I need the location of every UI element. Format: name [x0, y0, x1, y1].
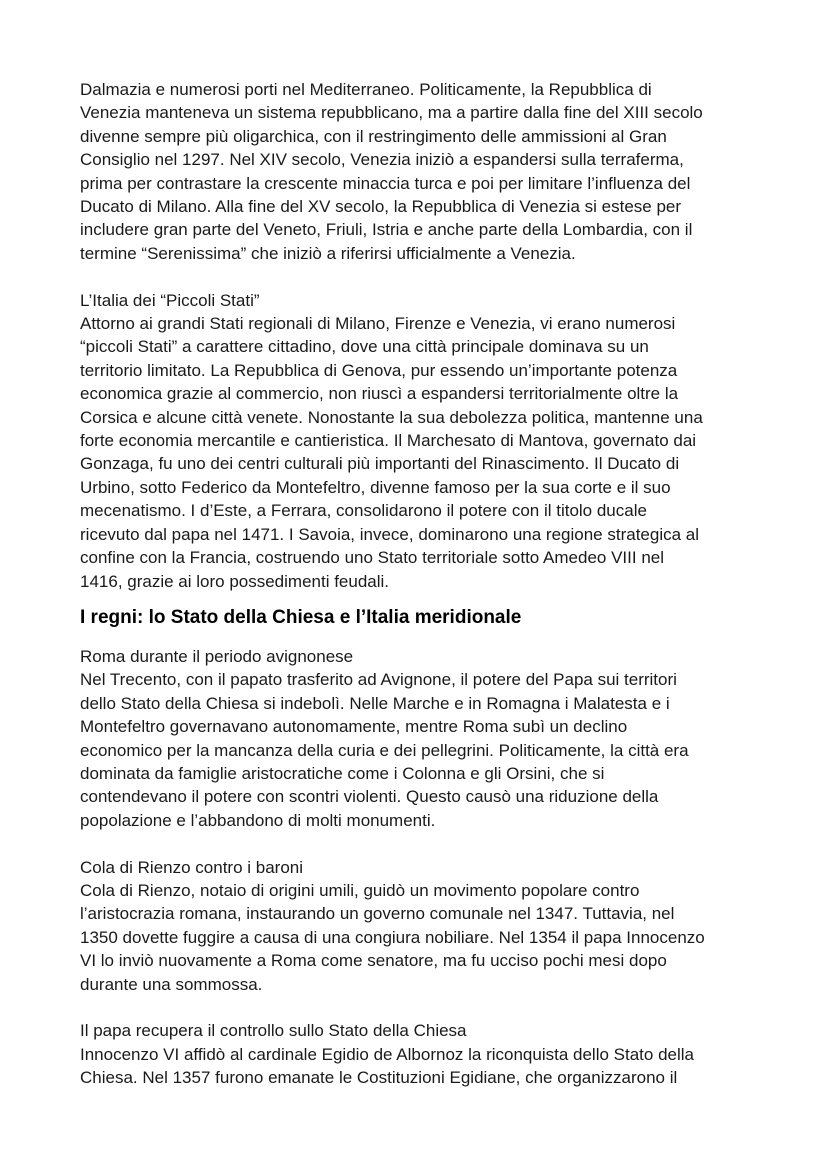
text-line: forte economia mercantile e cantieristica. Il Marchesato di Mantova, governato dai [80, 431, 697, 451]
subsection-title: Cola di Rienzo contro i baroni [80, 857, 304, 877]
text-line: 1350 dovette fuggire a causa di una congiura nobiliare. Nel 1354 il papa Innocenzo [80, 927, 705, 947]
text-line: prima per contrastare la crescente minaccia turca e poi per limitare l’influenza del [80, 173, 691, 193]
text-line: economica grazie al commercio, non riuscì a espandersi territorialmente oltre la [80, 384, 679, 404]
subsection-title: Roma durante il periodo avignonese [80, 646, 354, 666]
text-line: Corsica e alcune città venete. Nonostante la sua debolezza politica, mantenne una [80, 407, 703, 427]
subsection-title: L’Italia dei “Piccoli Stati” [80, 290, 260, 310]
text-line: territorio limitato. La Repubblica di Genova, pur essendo un’importante potenza [80, 360, 678, 380]
text-line: Dalmazia e numerosi porti nel Mediterraneo. Politicamente, la Repubblica di [80, 80, 652, 99]
text-line: Ducato di Milano. Alla fine del XV secolo, la Repubblica di Venezia si estese per [80, 197, 682, 217]
section-heading: I regni: lo Stato della Chiesa e l’Italia meridionale [80, 606, 522, 628]
text-line: Venezia manteneva un sistema repubblicano, ma a partire dalla fine del XIII secolo [80, 103, 703, 123]
paragraph-cola-di-rienzo [80, 856, 760, 996]
subsection-title: Il papa recupera il controllo sullo Stato della Chiesa [80, 1021, 467, 1041]
text-line: divenne sempre più oligarchica, con il restringimento delle ammissioni al Gran [80, 126, 667, 146]
paragraph-spacer [80, 832, 760, 855]
text-line: Chiesa. Nel 1357 furono emanate le Costituzioni Egidiane, che organizzarono il [80, 1068, 678, 1088]
text-line: confine con la Francia, costruendo uno Stato territoriale sotto Amedeo VIII nel [80, 548, 665, 568]
paragraph-papa-controllo [80, 1019, 760, 1089]
text-line: Attorno ai grandi Stati regionali di Milano, Firenze e Venezia, vi erano numerosi [80, 314, 676, 334]
text-line: contendevano il potere con scontri violenti. Questo causò una riduzione della [80, 787, 659, 807]
text-line: Consiglio nel 1297. Nel XIV secolo, Venezia iniziò a espandersi sulla terraferma, [80, 150, 684, 170]
text-line: economico per la mancanza della curia e dei pellegrini. Politicamente, la città era [80, 740, 689, 760]
paragraph-roma-avignonese [80, 645, 760, 832]
text-line: VI lo inviò nuovamente a Roma come senatore, ma fu ucciso pochi mesi dopo [80, 951, 667, 971]
paragraph-venezia [80, 78, 760, 265]
text-line: Innocenzo VI affidò al cardinale Egidio de Albornoz la riconquista dello Stato della [80, 1044, 694, 1064]
text-line: dello Stato della Chiesa si indebolì. Nelle Marche e in Romagna i Malatesta e i [80, 693, 670, 713]
text-line: termine “Serenissima” che iniziò a riferirsi ufficialmente a Venezia. [80, 243, 576, 263]
text-line: includere gran parte del Veneto, Friuli, Istria e anche parte della Lombardia, con il [80, 220, 693, 240]
text-line: popolazione e l’abbandono di molti monumenti. [80, 810, 436, 830]
document-page [80, 78, 760, 1090]
text-line: Gonzaga, fu uno dei centri culturali più importanti del Rinascimento. Il Ducato di [80, 454, 680, 474]
text-line: dominata da famiglie aristocratiche come i Colonna e gli Orsini, che si [80, 763, 605, 783]
text-line: ricevuto dal papa nel 1471. I Savoia, invece, dominarono una regione strategica al [80, 524, 700, 544]
text-line: Nel Trecento, con il papato trasferito ad Avignone, il potere del Papa sui territori [80, 670, 677, 690]
text-line: 1416, grazie ai loro possedimenti feudali. [80, 571, 390, 591]
text-line: Cola di Rienzo, notaio di origini umili, guidò un movimento popolare contro [80, 880, 640, 900]
text-line: mecenatismo. I d’Este, a Ferrara, consolidarono il potere con il titolo ducale [80, 501, 647, 521]
paragraph-piccoli-stati [80, 289, 760, 593]
text-line: “piccoli Stati” a carattere cittadino, dove una città principale dominava su un [80, 337, 649, 357]
text-line: durante una sommossa. [80, 974, 263, 994]
paragraph-spacer [80, 996, 760, 1019]
text-line: l’aristocrazia romana, instaurando un governo comunale nel 1347. Tuttavia, nel [80, 904, 675, 924]
paragraph-spacer [80, 265, 760, 288]
text-line: Urbino, sotto Federico da Montefeltro, divenne famoso per la sua corte e il suo [80, 477, 671, 497]
text-line: Montefeltro governavano autonomamente, mentre Roma subì un declino [80, 717, 628, 737]
